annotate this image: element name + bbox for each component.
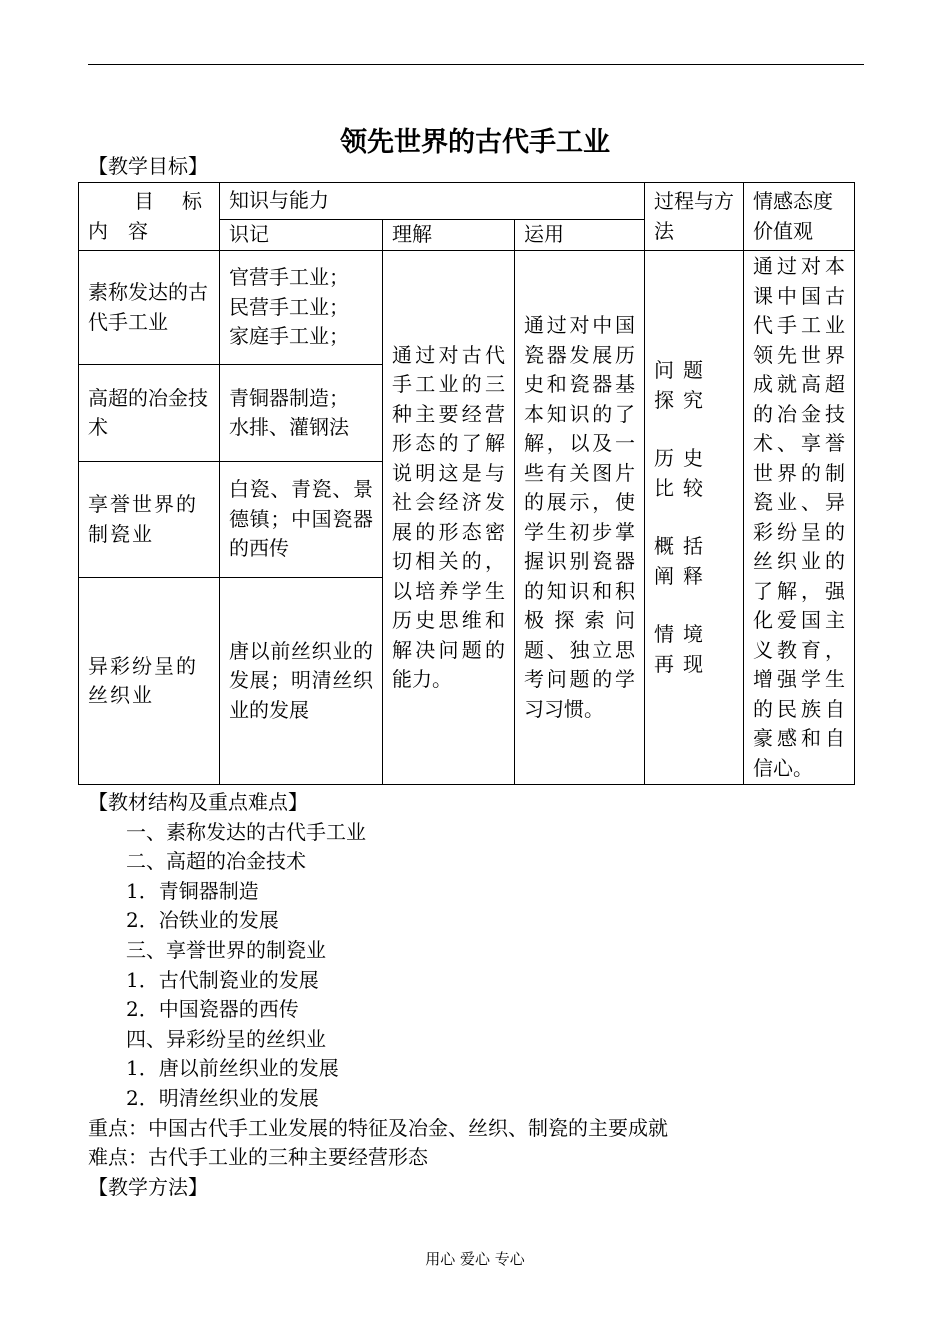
section-heading-structure: 【教材结构及重点难点】: [88, 790, 308, 814]
process-cell: [645, 251, 744, 785]
outline-item: 1．唐以前丝织业的发展: [126, 1056, 339, 1081]
header-goal-content: [79, 183, 230, 251]
teaching-goals-table: [78, 182, 855, 785]
key-point: 重点：中国古代手工业发展的特征及冶金、丝织、制瓷的主要成就: [88, 1115, 668, 1140]
topic-cell: 素称发达的古代手工业: [79, 251, 220, 365]
page-title: 领先世界的古代手工业: [340, 127, 610, 158]
outline-item: 四、异彩纷呈的丝织业: [126, 1026, 326, 1051]
topic-cell: 异彩纷呈的丝织业: [79, 578, 220, 785]
page-footer: 用心 爱心 专心: [425, 1250, 525, 1268]
outline-item: 2．冶铁业的发展: [126, 908, 279, 933]
process-method: 情境再现: [654, 622, 713, 676]
recall-cell: [220, 365, 383, 462]
header-knowledge: 知识与能力: [220, 183, 645, 220]
outline-item: 2．明清丝织业的发展: [126, 1085, 319, 1110]
topic-cell: 享誉世界的制瓷业: [79, 462, 220, 578]
outline-item: 二、高超的冶金技术: [126, 849, 306, 874]
understand-cell: 通过对古代手工业的三种主要经营形态的了解说明这是与社会经济发展的形态密切相关的，以培养学生历史思维和解决问题的能力。: [383, 251, 515, 785]
structure-section: [88, 788, 668, 1202]
topic-cell: 高超的冶金技术: [79, 365, 220, 462]
emotion-cell: 通过对本课中国古代手工业领先世界成就高超的冶金技术、享誉世界的制瓷业、异彩纷呈的丝织业的了解，强化爱国主义教育，增强学生的民族自豪感和自信心。: [744, 251, 855, 785]
apply-cell: 通过对中国瓷器发展历史和瓷器基本知识的了解，以及一些有关图片的展示，使学生初步掌握识别瓷器的知识和积极探索问题、独立思考问题的学习习惯。: [515, 251, 645, 785]
recall-cell: [220, 251, 383, 365]
recall-line: 家庭手工业；: [229, 324, 349, 349]
header-content-label: 内容: [88, 218, 168, 243]
header-apply: 运用: [515, 220, 645, 251]
section-heading-goals: 【教学目标】: [88, 154, 208, 178]
recall-line: 水排、灌钢法: [229, 415, 349, 439]
recall-line: 官营手工业；: [229, 265, 349, 290]
recall-line: 民营手工业；: [229, 294, 349, 319]
outline-item: 三、享誉世界的制瓷业: [126, 937, 326, 962]
section-heading-method: 【教学方法】: [88, 1174, 208, 1199]
header-goal-label: 目标: [134, 189, 230, 213]
process-method: 问题探究: [654, 358, 713, 412]
outline-item: 一、素称发达的古代手工业: [126, 819, 366, 844]
process-method: 历史比较: [654, 446, 713, 500]
recall-cell: 白瓷、青瓷、景德镇；中国瓷器的西传: [220, 462, 383, 578]
recall-cell: 唐以前丝织业的发展；明清丝织业的发展: [220, 578, 383, 785]
outline-item: 1．古代制瓷业的发展: [126, 967, 319, 992]
header-understand: 理解: [383, 220, 515, 251]
process-method: 概括阐释: [654, 534, 713, 588]
header-emotion: 情感态度价值观: [744, 183, 855, 251]
outline-item: 1．青铜器制造: [126, 878, 259, 903]
outline-item: 2．中国瓷器的西传: [126, 997, 299, 1022]
header-recall: 识记: [220, 220, 383, 251]
difficult-point: 难点：古代手工业的三种主要经营形态: [88, 1145, 428, 1170]
header-process: 过程与方法: [645, 183, 744, 251]
header-rule: [88, 64, 864, 65]
recall-line: 青铜器制造；: [229, 385, 349, 410]
